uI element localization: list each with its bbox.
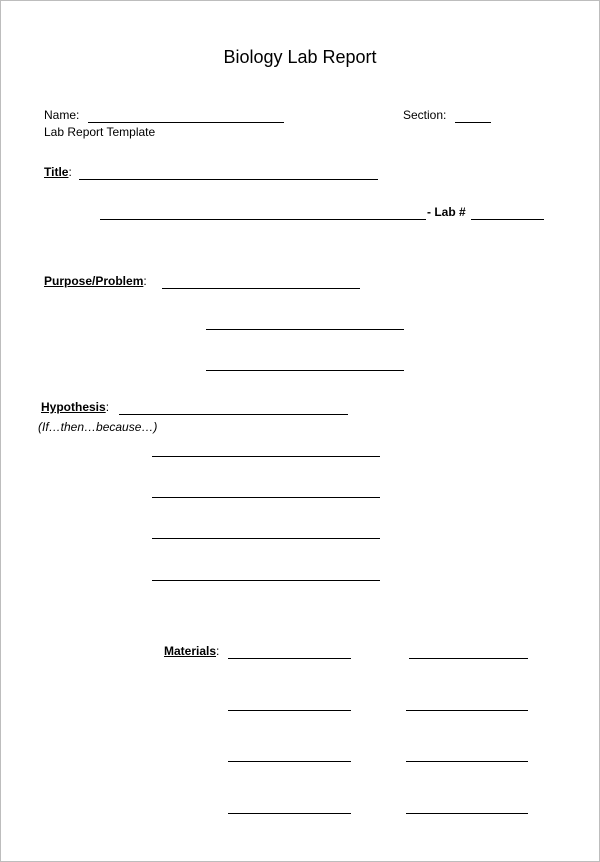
hypothesis-field-5[interactable] bbox=[152, 580, 380, 581]
title-row bbox=[44, 165, 72, 179]
title-field[interactable] bbox=[79, 179, 378, 180]
hypothesis-field-4[interactable] bbox=[152, 538, 380, 539]
title-colon: : bbox=[68, 165, 72, 179]
materials-field-8[interactable] bbox=[406, 813, 528, 814]
purpose-field-3[interactable] bbox=[206, 370, 404, 371]
page-title: Biology Lab Report bbox=[223, 47, 377, 67]
title-field-line-2[interactable] bbox=[100, 219, 426, 220]
section-field[interactable] bbox=[455, 122, 491, 123]
purpose-field-2[interactable] bbox=[206, 329, 404, 330]
hypothesis-label: Hypothesis bbox=[41, 400, 106, 414]
purpose-colon: : bbox=[143, 274, 147, 288]
materials-field-3[interactable] bbox=[228, 710, 351, 711]
lab-number-field[interactable] bbox=[471, 219, 544, 220]
materials-field-4[interactable] bbox=[406, 710, 528, 711]
hypothesis-field-1[interactable] bbox=[119, 414, 348, 415]
materials-field-5[interactable] bbox=[228, 761, 351, 762]
hypothesis-colon: : bbox=[105, 400, 110, 414]
materials-colon: : bbox=[216, 644, 220, 658]
materials-field-6[interactable] bbox=[406, 761, 528, 762]
lab-number-label: - Lab # bbox=[427, 205, 466, 219]
template-subtitle: Lab Report Template bbox=[44, 125, 156, 139]
purpose-row bbox=[44, 274, 147, 288]
hypothesis-row bbox=[41, 400, 109, 414]
materials-label: Materials bbox=[164, 644, 217, 658]
purpose-field-1[interactable] bbox=[162, 288, 360, 289]
name-label: Name: bbox=[44, 108, 80, 122]
hypothesis-field-3[interactable] bbox=[152, 497, 380, 498]
title-label: Title bbox=[44, 165, 69, 179]
materials-field-1[interactable] bbox=[228, 658, 351, 659]
purpose-label: Purpose/Problem bbox=[44, 274, 144, 288]
section-label: Section: bbox=[403, 108, 447, 122]
materials-row bbox=[164, 644, 219, 658]
hypothesis-hint: (If…then…because…) bbox=[38, 420, 158, 434]
name-field[interactable] bbox=[88, 122, 284, 123]
materials-field-7[interactable] bbox=[228, 813, 351, 814]
materials-field-2[interactable] bbox=[409, 658, 528, 659]
hypothesis-field-2[interactable] bbox=[152, 456, 380, 457]
